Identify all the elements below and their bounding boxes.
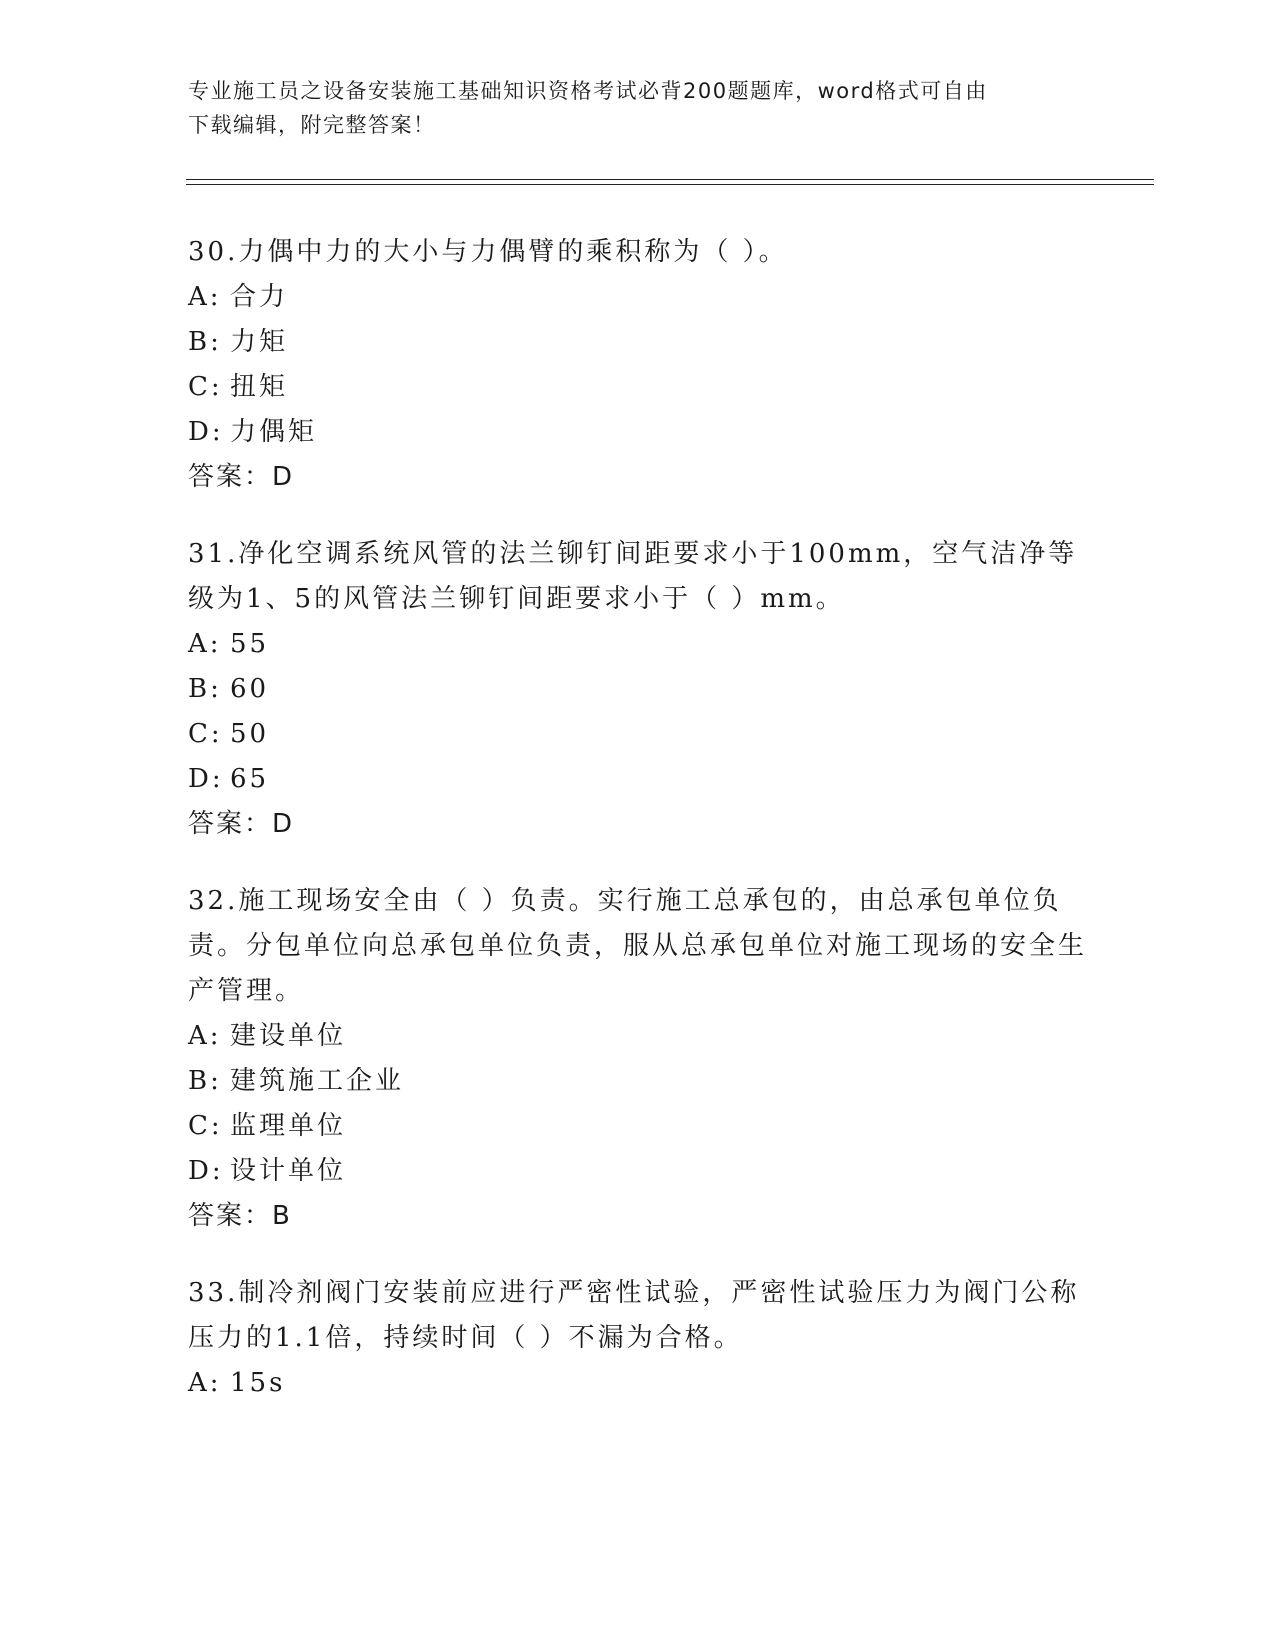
option-letter: D:: [188, 1156, 224, 1186]
option-text: 50: [230, 719, 270, 749]
option-text: 力偶矩: [230, 417, 318, 447]
option-letter: C:: [188, 372, 223, 402]
option-letter: B:: [188, 1066, 222, 1096]
option-c: [188, 1104, 1088, 1149]
header-line-1: 专业施工员之设备安装施工基础知识资格考试必背200题题库，word格式可自由: [188, 79, 988, 103]
question-33: [188, 1271, 1088, 1406]
option-c: [188, 712, 1088, 757]
option-b: [188, 1059, 1088, 1104]
option-text: 65: [230, 764, 270, 794]
option-text: 55: [230, 629, 270, 659]
option-c: [188, 365, 1088, 410]
question-stem: 30.力偶中力的大小与力偶臂的乘积称为（ ）。: [188, 237, 788, 267]
option-letter: C:: [188, 719, 223, 749]
option-letter: A:: [188, 629, 222, 659]
option-text: 合力: [230, 282, 289, 312]
question-30: [188, 230, 1088, 500]
option-letter: B:: [188, 327, 222, 357]
option-text: 监理单位: [230, 1111, 347, 1141]
option-b: [188, 667, 1088, 712]
question-stem: 31.净化空调系统风管的法兰铆钉间距要求小于100mm，空气洁净等级为1、5的风管法兰铆钉间距要求小于（ ）mm。: [188, 539, 1078, 614]
question-list: [188, 230, 1088, 1438]
option-text: 建设单位: [230, 1021, 347, 1051]
option-a: [188, 1361, 1088, 1406]
option-b: [188, 320, 1088, 365]
option-text: 15s: [230, 1368, 286, 1398]
option-letter: A:: [188, 282, 222, 312]
option-letter: C:: [188, 1111, 223, 1141]
question-stem: 33.制冷剂阀门安装前应进行严密性试验，严密性试验压力为阀门公称压力的1.1倍，持续时间（ ）不漏为合格。: [188, 1278, 1080, 1353]
answer-line: 答案：B: [188, 1201, 292, 1231]
header-divider-top: [186, 179, 1154, 180]
document-header: [188, 74, 1088, 142]
option-a: [188, 1014, 1088, 1059]
option-letter: D:: [188, 417, 224, 447]
question-stem: 32.施工现场安全由（ ）负责。实行施工总承包的，由总承包单位负责。分包单位向总承包单位负责，服从总承包单位对施工现场的安全生产管理。: [188, 886, 1088, 1006]
option-letter: A:: [188, 1021, 222, 1051]
option-d: [188, 757, 1088, 802]
header-line-2: 下载编辑，附完整答案！: [188, 113, 436, 137]
option-text: 设计单位: [230, 1156, 347, 1186]
option-letter: B:: [188, 674, 222, 704]
option-text: 扭矩: [230, 372, 289, 402]
question-31: [188, 532, 1088, 847]
answer-line: 答案：D: [188, 809, 295, 839]
option-text: 建筑施工企业: [230, 1066, 405, 1096]
option-text: 力矩: [230, 327, 289, 357]
option-a: [188, 622, 1088, 667]
option-letter: D:: [188, 764, 224, 794]
header-divider-bottom: [186, 184, 1154, 185]
question-32: [188, 879, 1088, 1239]
option-a: [188, 275, 1088, 320]
answer-line: 答案：D: [188, 462, 295, 492]
option-d: [188, 410, 1088, 455]
option-letter: A:: [188, 1368, 222, 1398]
option-d: [188, 1149, 1088, 1194]
option-text: 60: [230, 674, 270, 704]
